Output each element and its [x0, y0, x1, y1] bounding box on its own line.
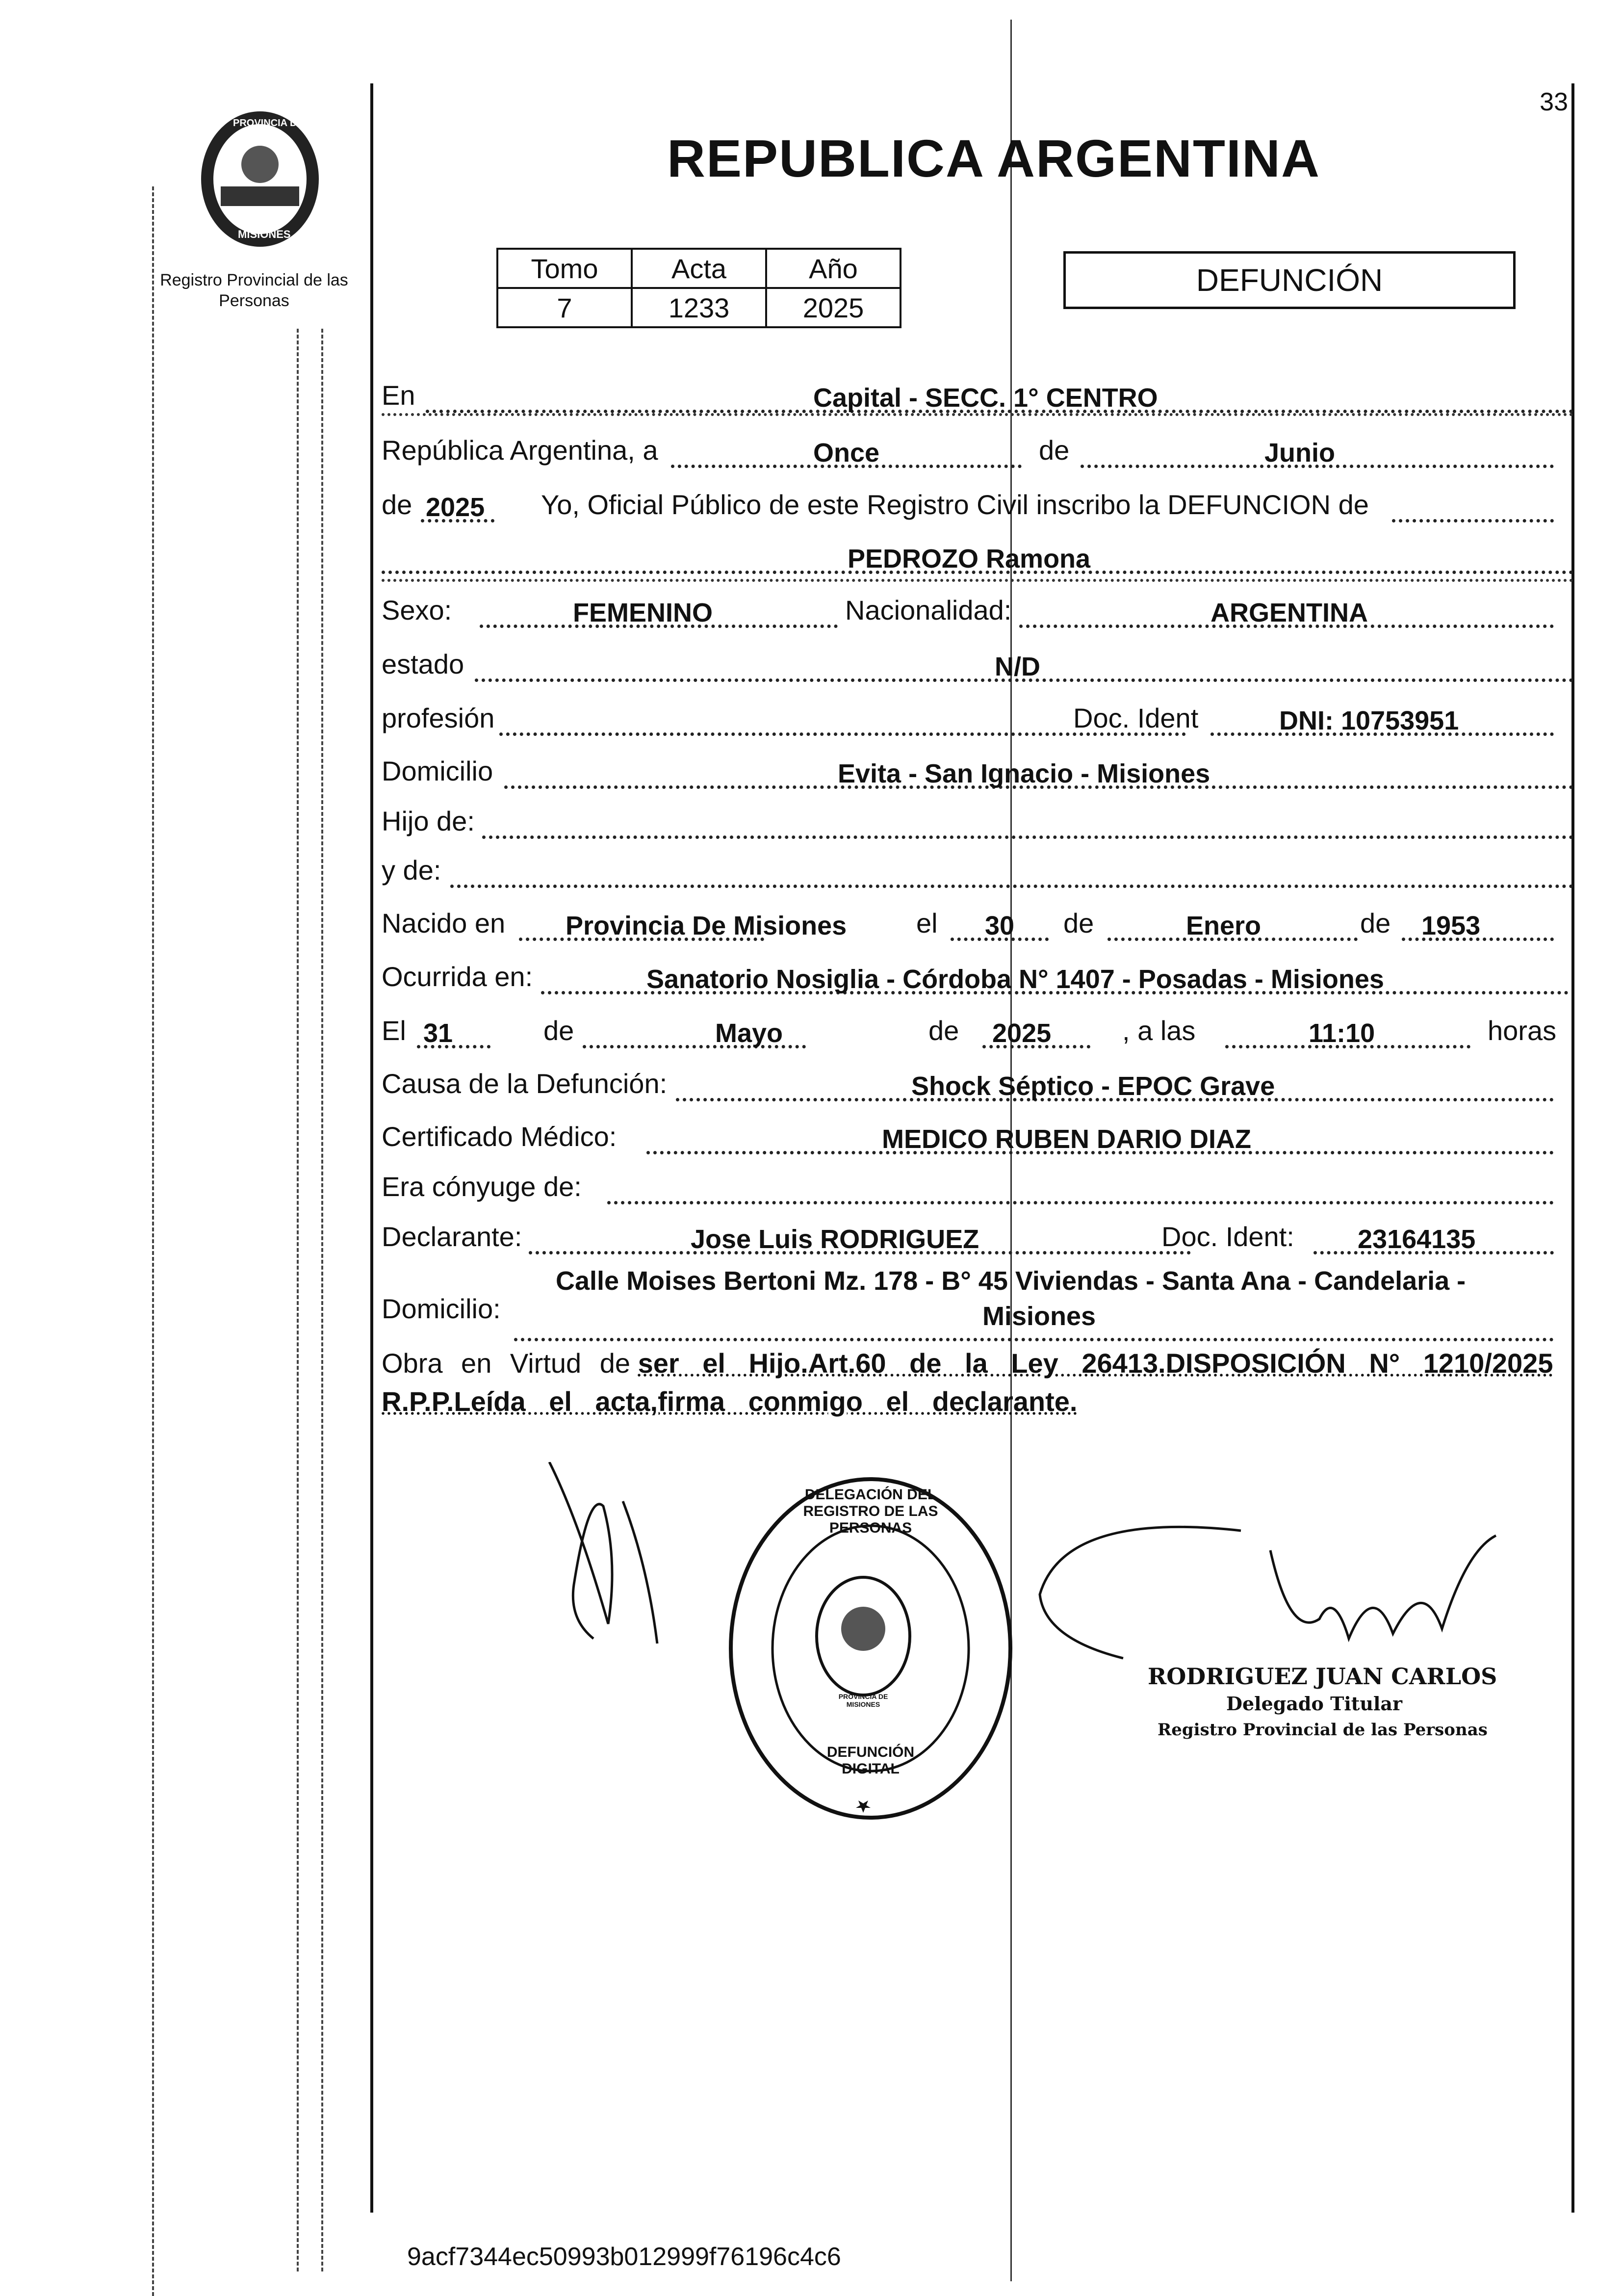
record-type-box: DEFUNCIÓN [1063, 251, 1516, 309]
field-inscripcion-tail [1392, 480, 1554, 522]
value-certificado: MEDICO RUBEN DARIO DIAZ [882, 1124, 1251, 1154]
label-doc-ident: Doc. Ident [1073, 703, 1199, 733]
value-en: Capital - SECC. 1° CENTRO [813, 383, 1158, 413]
seal-bottom-text: MISIONES [238, 228, 291, 240]
label-declarante: Declarante: [382, 1221, 522, 1252]
label-nacido-el: el [916, 908, 938, 939]
row-hijo-de [382, 800, 1573, 844]
obra-prefix: Obra en Virtud de [382, 1348, 631, 1379]
label-conyuge: Era cónyuge de: [382, 1171, 582, 1202]
declarant-signature [540, 1462, 667, 1648]
header-acta: Acta [632, 249, 766, 288]
obra-paragraph [382, 1344, 1569, 1421]
value-def-anio: 2025 [992, 1018, 1052, 1048]
value-estado: N/D [995, 652, 1040, 681]
label-el: El [382, 1015, 406, 1046]
row-nacido [382, 902, 1573, 946]
row-estado [382, 643, 1573, 687]
value-domicilio-line1: Calle Moises Bertoni Mz. 178 - B° 45 Viviendas - Santa Ana - Candelaria - [556, 1266, 1466, 1296]
row-domicilio [382, 750, 1573, 794]
stamp-inner-text: DEFUNCIÓN DIGITAL [826, 1744, 915, 1777]
seal-top-text: PROVINCIA DE [233, 118, 304, 129]
label-declarante-doc: Doc. Ident: [1161, 1221, 1294, 1252]
value-anio: 2025 [766, 288, 901, 327]
value-hora: 11:10 [1309, 1018, 1375, 1048]
value-ocurrida: Sanatorio Nosiglia - Córdoba N° 1407 - Posadas - Misiones [646, 965, 1384, 994]
rule-en [382, 413, 1573, 416]
field-y-de [450, 845, 1573, 888]
label-en: En [382, 380, 415, 411]
field-conyuge [607, 1162, 1554, 1204]
signatory-org: Registro Provincial de las Personas [1158, 1720, 1488, 1740]
value-anio-inscripcion: 2025 [426, 493, 485, 522]
row-ocurrida [382, 955, 1573, 999]
value-nacido-dia: 30 [985, 911, 1015, 940]
row-sexo [382, 589, 1573, 633]
label-ocurrida: Ocurrida en: [382, 961, 533, 992]
value-declarante: Jose Luis RODRIGUEZ [691, 1225, 979, 1254]
value-nacido-lugar: Provincia De Misiones [566, 911, 847, 940]
row-fecha-defuncion [382, 1009, 1573, 1053]
page-title: REPUBLICA ARGENTINA [667, 129, 1320, 188]
label-sexo: Sexo: [382, 595, 452, 626]
value-def-dia: 31 [423, 1018, 453, 1048]
value-declarante-doc: 23164135 [1358, 1225, 1476, 1254]
value-tomo: 7 [497, 288, 632, 327]
row-domicilio-declarante [382, 1266, 1573, 1344]
field-hijo-de [482, 796, 1573, 839]
value-nombre: PEDROZO Ramona [848, 544, 1091, 574]
official-stamp [726, 1472, 1015, 1825]
value-doc-ident: DNI: 10753951 [1279, 706, 1459, 735]
label-nacido-de2: de [1360, 908, 1391, 939]
field-domicilio-declarante [514, 1333, 1554, 1341]
binding-dashes [147, 186, 329, 2296]
label-causa: Causa de la Defunción: [382, 1068, 668, 1099]
row-anio [382, 483, 1573, 527]
label-def-de1: de [543, 1015, 574, 1046]
inscription-text: Yo, Oficial Público de este Registro Civil inscribo la DEFUNCION de [541, 489, 1369, 520]
value-sexo: FEMENINO [573, 598, 713, 627]
document-hash: 9acf7344ec50993b012999f76196c4c6 [407, 2243, 841, 2271]
value-causa: Shock Séptico - EPOC Grave [911, 1071, 1275, 1101]
left-margin-line [370, 83, 373, 2213]
row-declarante [382, 1215, 1573, 1259]
row-y-de [382, 849, 1573, 893]
obra-text: ser el Hijo.Art.60 de la Ley 26413.DISPOSICIÓN N° 1210/2025 R.P.P.Leída el acta,firma conmigo el declarante. [382, 1348, 1553, 1417]
official-signature [1035, 1521, 1516, 1668]
label-de-anio: de [382, 489, 412, 520]
label-certificado: Certificado Médico: [382, 1121, 617, 1152]
label-nacionalidad: Nacionalidad: [845, 595, 1012, 626]
stamp-ring-text: DELEGACIÓN DEL REGISTRO DE LAS PERSONAS [803, 1487, 938, 1536]
row-causa [382, 1062, 1573, 1106]
label-de-mes: de [1039, 435, 1070, 466]
label-nacido: Nacido en [382, 908, 506, 939]
label-estado: estado [382, 649, 464, 679]
label-nacido-de1: de [1063, 908, 1094, 939]
value-domicilio-line2: Misiones [982, 1302, 1096, 1331]
label-alas: , a las [1122, 1015, 1196, 1046]
row-certificado [382, 1115, 1573, 1159]
value-def-mes: Mayo [715, 1018, 783, 1048]
label-fecha: República Argentina, a [382, 435, 658, 466]
signatory-name: RODRIGUEZ JUAN CARLOS [1148, 1663, 1497, 1690]
row-conyuge [382, 1165, 1573, 1209]
row-profesion [382, 697, 1573, 741]
value-dia: Once [813, 438, 880, 468]
label-domicilio-declarante: Domicilio: [382, 1293, 501, 1324]
label-profesion: profesión [382, 703, 495, 733]
value-nacionalidad: ARGENTINA [1210, 598, 1368, 627]
header-tomo: Tomo [497, 249, 632, 288]
value-acta: 1233 [632, 288, 766, 327]
row-nombre [382, 535, 1573, 579]
province-seal [186, 105, 334, 253]
page-number: 33 [1540, 88, 1568, 116]
row-fecha [382, 429, 1573, 473]
signatory-role: Delegado Titular [1226, 1693, 1403, 1715]
stamp-center-text: PROVINCIA DE MISIONES [838, 1693, 888, 1708]
label-hijo-de: Hijo de: [382, 806, 475, 836]
label-y-de: y de: [382, 855, 441, 886]
value-mes: Junio [1264, 438, 1335, 468]
label-domicilio: Domicilio [382, 756, 493, 786]
register-table [496, 248, 901, 328]
value-nacido-mes: Enero [1186, 911, 1262, 940]
rule-nombre [382, 579, 1573, 582]
header-anio: Año [766, 249, 901, 288]
value-nacido-anio: 1953 [1421, 911, 1481, 940]
value-domicilio: Evita - San Ignacio - Misiones [838, 759, 1210, 788]
label-horas: horas [1488, 1015, 1557, 1046]
label-def-de2: de [928, 1015, 959, 1046]
row-en [382, 374, 1573, 418]
registry-label: Registro Provincial de las Personas [160, 271, 348, 310]
